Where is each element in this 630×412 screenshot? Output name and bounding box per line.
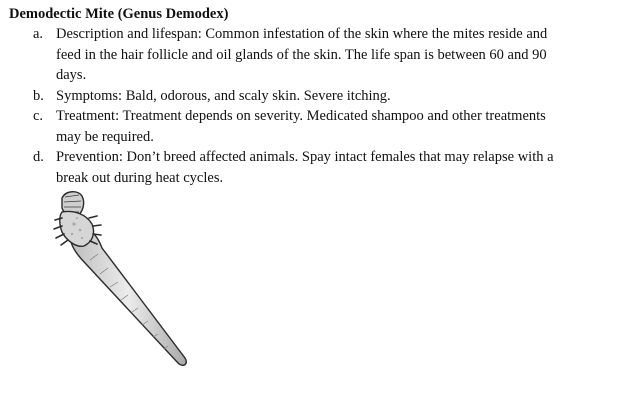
list-marker: a. — [33, 26, 44, 42]
list-item-text: Description and lifespan: Common infestation of the skin where the mites reside and feed in the hair follicle and oil glands of the skin. The life span is between 60 and 90 days. — [56, 26, 548, 83]
list-item-text: Treatment: Treatment depends on severity. Medicated shampoo and other treatments may be required. — [56, 108, 546, 145]
mite-podosoma — [60, 212, 94, 247]
list-item-description — [0, 24, 630, 86]
mite-leg — [61, 240, 68, 245]
mite-leg — [89, 216, 97, 218]
list-item-prevention — [0, 147, 630, 188]
mite-facts-list — [0, 24, 630, 188]
list-item-text: Prevention: Don’t breed affected animals. Spay intact females that may relapse with a break out during heat cycles. — [56, 149, 554, 186]
list-marker: d. — [33, 149, 44, 165]
list-marker: c. — [33, 108, 44, 124]
list-item-text: Symptoms: Bald, odorous, and scaly skin. Severe itching. — [56, 87, 391, 104]
list-marker: b. — [33, 87, 44, 104]
mite-body — [70, 227, 186, 365]
mite-leg — [93, 234, 101, 235]
demodex-mite-illustration — [52, 188, 202, 370]
list-item-treatment — [0, 106, 630, 147]
section-heading: Demodectic Mite (Genus Demodex) — [9, 6, 229, 22]
mite-leg — [56, 234, 64, 238]
list-item-symptoms — [0, 86, 630, 107]
mite-leg — [93, 225, 101, 226]
